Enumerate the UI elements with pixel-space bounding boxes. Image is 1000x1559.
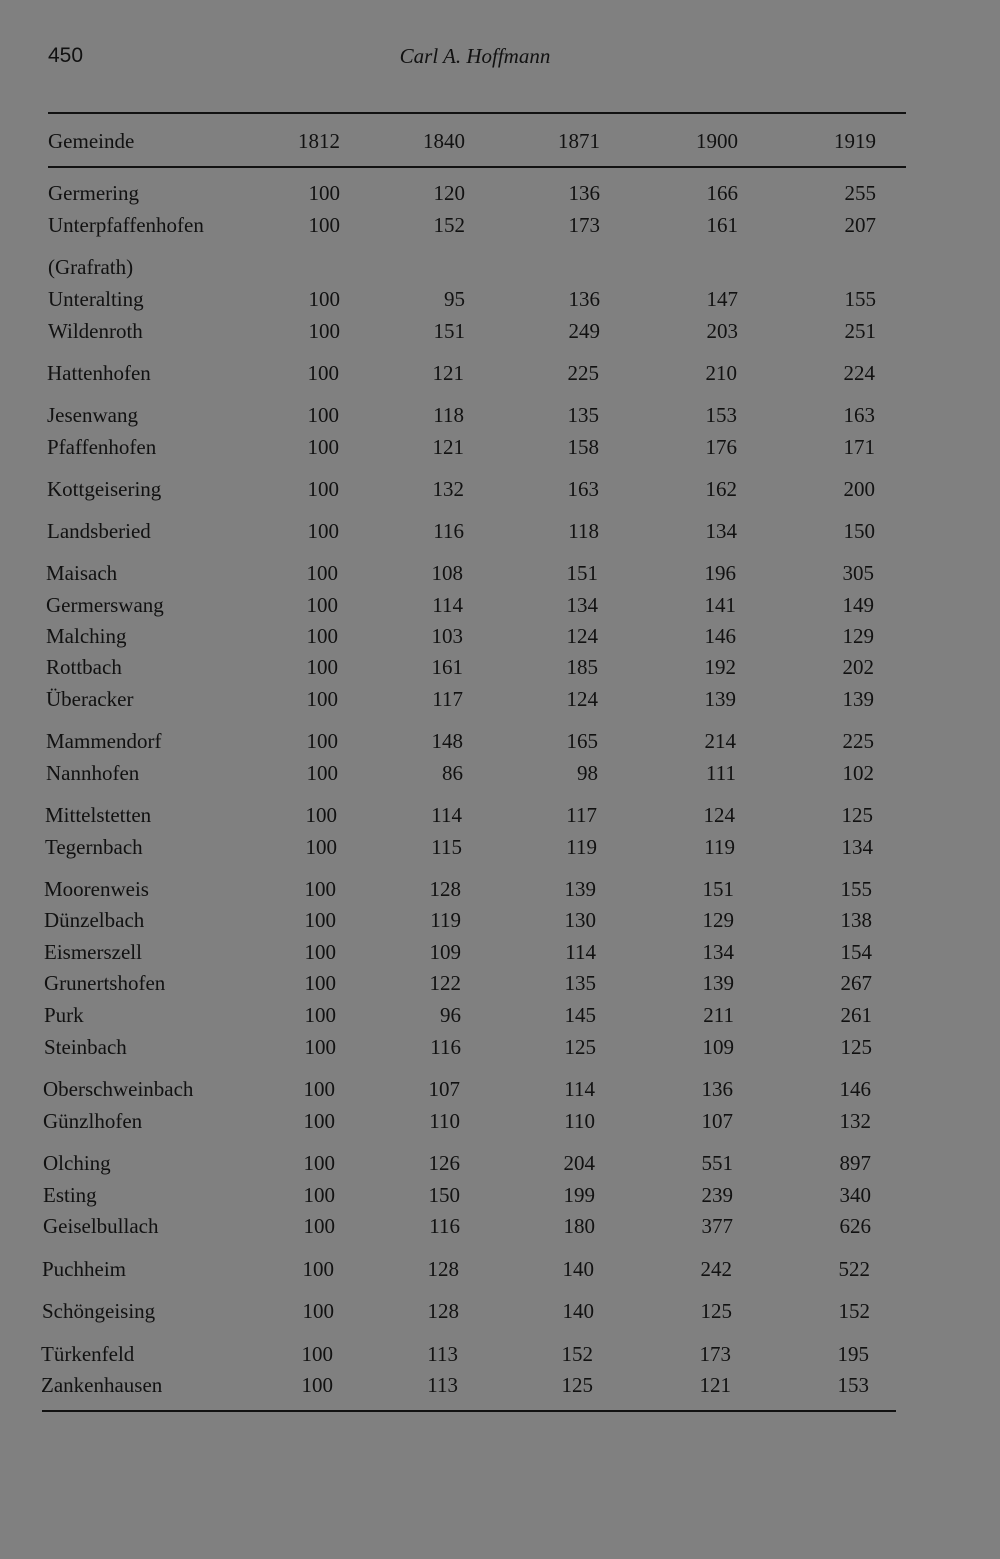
value-1871: 134	[566, 593, 598, 617]
gemeinde-name: Germering	[48, 181, 139, 205]
value-1919: 251	[844, 319, 876, 343]
value-1919: 255	[844, 181, 876, 205]
value-1919: 154	[840, 940, 872, 964]
gemeinde-name: Zankenhausen	[41, 1373, 163, 1397]
value-1919: 340	[839, 1183, 871, 1207]
value-1840: 115	[431, 835, 462, 859]
value-1840: 118	[433, 403, 464, 427]
value-1840: 150	[428, 1183, 460, 1207]
gemeinde-name: Günzlhofen	[43, 1109, 143, 1133]
value-1900: 107	[701, 1109, 733, 1133]
value-1900: 377	[701, 1214, 733, 1238]
value-1871: 114	[565, 940, 596, 964]
table-row	[0, 1296, 994, 1326]
value-1812: 100	[306, 655, 338, 679]
column-header-1840: 1840	[423, 129, 465, 153]
value-1871: 204	[563, 1151, 595, 1175]
value-1919: 163	[843, 403, 875, 427]
value-1812: 100	[306, 624, 338, 648]
value-1871: 158	[567, 435, 599, 459]
value-1812: 100	[303, 1151, 335, 1175]
value-1900: 134	[705, 519, 737, 543]
value-1812: 100	[307, 477, 339, 501]
value-1871: 140	[562, 1257, 594, 1281]
value-1812: 100	[302, 1257, 334, 1281]
gemeinde-name: Überacker	[46, 687, 134, 711]
table-row	[0, 1370, 993, 1400]
table-bottom-rule	[42, 1410, 896, 1412]
gemeinde-name: Moorenweis	[44, 877, 149, 901]
table-row	[0, 474, 999, 504]
column-header-1871: 1871	[558, 129, 600, 153]
value-1840: 103	[431, 624, 463, 648]
value-1900: 214	[704, 729, 736, 753]
table-row	[0, 832, 997, 862]
value-1812: 100	[304, 1035, 336, 1059]
value-1871: 185	[566, 655, 598, 679]
value-1840: 161	[431, 655, 463, 679]
table-row	[0, 1106, 995, 1136]
value-1812: 100	[307, 519, 339, 543]
value-1919: 195	[837, 1342, 869, 1366]
value-1812: 100	[306, 761, 338, 785]
value-1812: 100	[307, 403, 339, 427]
value-1840: 114	[431, 803, 462, 827]
value-1900: 161	[706, 213, 738, 237]
value-1840: 114	[432, 593, 463, 617]
table-row	[0, 684, 998, 714]
gemeinde-name: Puchheim	[42, 1257, 126, 1281]
value-1871: 117	[566, 803, 597, 827]
value-1871: 136	[568, 181, 600, 205]
value-1812: 100	[301, 1373, 333, 1397]
gemeinde-name: Rottbach	[46, 655, 122, 679]
value-1919: 225	[842, 729, 874, 753]
value-1900: 203	[706, 319, 738, 343]
value-1919: 138	[840, 908, 872, 932]
table-top-rule	[48, 112, 906, 114]
table-row	[0, 726, 998, 756]
value-1919: 150	[843, 519, 875, 543]
value-1812: 100	[308, 287, 340, 311]
value-1871: 136	[568, 287, 600, 311]
value-1840: 126	[428, 1151, 460, 1175]
value-1840: 96	[440, 1003, 461, 1027]
value-1871: 110	[564, 1109, 595, 1133]
value-1900: 119	[704, 835, 735, 859]
gemeinde-name: Eismerszell	[44, 940, 142, 964]
column-header-1900: 1900	[696, 129, 738, 153]
value-1840: 107	[428, 1077, 460, 1101]
table-header-rule	[48, 166, 906, 168]
value-1840: 128	[429, 877, 461, 901]
table-row	[0, 800, 997, 830]
value-1919: 155	[844, 287, 876, 311]
table-row	[0, 558, 998, 588]
value-1919: 171	[843, 435, 875, 459]
table-row	[0, 358, 999, 388]
value-1871: 140	[562, 1299, 594, 1323]
value-1812: 100	[306, 561, 338, 585]
gemeinde-name: Olching	[43, 1151, 111, 1175]
value-1871: 125	[561, 1373, 593, 1397]
value-1871: 130	[564, 908, 596, 932]
value-1900: 125	[700, 1299, 732, 1323]
value-1840: 152	[433, 213, 465, 237]
table-row	[0, 905, 996, 935]
value-1812: 100	[302, 1299, 334, 1323]
value-1919: 125	[841, 803, 873, 827]
value-1919: 200	[843, 477, 875, 501]
value-1840: 108	[431, 561, 463, 585]
value-1900: 196	[704, 561, 736, 585]
value-1900: 551	[701, 1151, 733, 1175]
gemeinde-name: Steinbach	[44, 1035, 127, 1059]
gemeinde-name: Purk	[44, 1003, 84, 1027]
value-1812: 100	[303, 1077, 335, 1101]
value-1871: 180	[563, 1214, 595, 1238]
value-1840: 128	[427, 1257, 459, 1281]
value-1840: 113	[427, 1373, 458, 1397]
value-1871: 119	[566, 835, 597, 859]
gemeinde-name: Wildenroth	[48, 319, 143, 343]
value-1840: 116	[429, 1214, 460, 1238]
value-1840: 86	[442, 761, 463, 785]
value-1919: 224	[843, 361, 875, 385]
table-row	[0, 400, 999, 430]
value-1919: 202	[842, 655, 874, 679]
value-1900: 141	[704, 593, 736, 617]
table-row	[0, 968, 996, 998]
value-1900: 151	[702, 877, 734, 901]
gemeinde-name: Malching	[46, 624, 127, 648]
value-1840: 122	[429, 971, 461, 995]
value-1900: 121	[699, 1373, 731, 1397]
table-header-row	[0, 126, 1000, 156]
gemeinde-name: Oberschweinbach	[43, 1077, 194, 1101]
table-row	[0, 284, 1000, 314]
value-1840: 116	[430, 1035, 461, 1059]
value-1812: 100	[304, 1003, 336, 1027]
value-1900: 134	[702, 940, 734, 964]
value-1900: 136	[701, 1077, 733, 1101]
value-1840: 151	[433, 319, 465, 343]
value-1871: 145	[564, 1003, 596, 1027]
table-row	[0, 937, 996, 967]
value-1919: 132	[839, 1109, 871, 1133]
value-1919: 153	[837, 1373, 869, 1397]
value-1900: 139	[702, 971, 734, 995]
gemeinde-name: Tegernbach	[45, 835, 143, 859]
value-1900: 124	[703, 803, 735, 827]
value-1919: 146	[839, 1077, 871, 1101]
gemeinde-name: Hattenhofen	[47, 361, 151, 385]
table-row	[0, 1032, 996, 1062]
table-row	[0, 1339, 993, 1369]
table-row	[0, 1254, 994, 1284]
table-row	[0, 1148, 995, 1178]
value-1812: 100	[303, 1214, 335, 1238]
gemeinde-name: Maisach	[46, 561, 118, 585]
value-1900: 166	[706, 181, 738, 205]
gemeinde-name: Pfaffenhofen	[47, 435, 157, 459]
table-row	[0, 516, 999, 546]
value-1919: 261	[840, 1003, 872, 1027]
table-row	[0, 432, 999, 462]
column-header-gemeinde: Gemeinde	[48, 129, 135, 153]
value-1812: 100	[307, 435, 339, 459]
table-row	[0, 1000, 996, 1030]
value-1900: 129	[702, 908, 734, 932]
value-1919: 139	[842, 687, 874, 711]
value-1871: 163	[567, 477, 599, 501]
value-1812: 100	[305, 835, 337, 859]
value-1919: 129	[842, 624, 874, 648]
value-1871: 98	[577, 761, 598, 785]
value-1871: 139	[564, 877, 596, 901]
table-row	[0, 590, 998, 620]
value-1919: 207	[844, 213, 876, 237]
value-1919: 305	[842, 561, 874, 585]
value-1871: 125	[564, 1035, 596, 1059]
value-1871: 151	[566, 561, 598, 585]
value-1871: 152	[561, 1342, 593, 1366]
gemeinde-name: Jesenwang	[47, 403, 138, 427]
value-1840: 148	[431, 729, 463, 753]
gemeinde-name: Mittelstetten	[45, 803, 152, 827]
table-row	[0, 316, 1000, 346]
value-1812: 100	[306, 593, 338, 617]
table-row	[0, 874, 996, 904]
table-row	[0, 252, 1000, 282]
value-1840: 121	[432, 435, 464, 459]
table-row	[0, 652, 998, 682]
value-1919: 152	[838, 1299, 870, 1323]
value-1900: 111	[706, 761, 736, 785]
gemeinde-name: Unteralting	[48, 287, 144, 311]
value-1840: 110	[429, 1109, 460, 1133]
value-1919: 897	[839, 1151, 871, 1175]
page-number: 450	[48, 44, 84, 67]
value-1871: 173	[568, 213, 600, 237]
value-1840: 119	[430, 908, 461, 932]
value-1840: 121	[432, 361, 464, 385]
gemeinde-name: Esting	[43, 1183, 97, 1207]
value-1871: 124	[566, 624, 598, 648]
value-1812: 100	[304, 940, 336, 964]
value-1840: 117	[432, 687, 463, 711]
value-1812: 100	[305, 803, 337, 827]
value-1812: 100	[308, 181, 340, 205]
value-1812: 100	[306, 687, 338, 711]
value-1900: 146	[704, 624, 736, 648]
value-1871: 135	[567, 403, 599, 427]
gemeinde-name: Grunertshofen	[44, 971, 166, 995]
value-1871: 114	[564, 1077, 595, 1101]
gemeinde-name: Nannhofen	[46, 761, 140, 785]
gemeinde-name: Schöngeising	[42, 1299, 156, 1323]
value-1871: 165	[566, 729, 598, 753]
value-1919: 102	[842, 761, 874, 785]
gemeinde-name: Dünzelbach	[44, 908, 145, 932]
value-1900: 210	[705, 361, 737, 385]
gemeinde-name: Kottgeisering	[47, 477, 162, 501]
value-1900: 192	[704, 655, 736, 679]
table-row	[0, 178, 1000, 208]
running-head: Carl A. Hoffmann	[399, 44, 551, 68]
gemeinde-name: Germerswang	[46, 593, 164, 617]
value-1812: 100	[304, 971, 336, 995]
value-1812: 100	[303, 1183, 335, 1207]
value-1840: 120	[433, 181, 465, 205]
value-1812: 100	[308, 319, 340, 343]
value-1871: 199	[563, 1183, 595, 1207]
gemeinde-name: Unterpfaffenhofen	[48, 213, 204, 237]
column-header-1919: 1919	[834, 129, 876, 153]
value-1812: 100	[308, 213, 340, 237]
gemeinde-name: (Grafrath)	[48, 255, 134, 279]
column-header-1812: 1812	[298, 129, 340, 153]
value-1919: 149	[842, 593, 874, 617]
table-row	[0, 1180, 995, 1210]
value-1812: 100	[304, 877, 336, 901]
value-1840: 132	[432, 477, 464, 501]
value-1919: 626	[839, 1214, 871, 1238]
value-1919: 267	[840, 971, 872, 995]
value-1840: 128	[427, 1299, 459, 1323]
value-1900: 242	[700, 1257, 732, 1281]
value-1900: 109	[702, 1035, 734, 1059]
value-1840: 95	[444, 287, 465, 311]
value-1919: 155	[840, 877, 872, 901]
value-1812: 100	[304, 908, 336, 932]
value-1900: 147	[706, 287, 738, 311]
value-1871: 225	[567, 361, 599, 385]
value-1919: 134	[841, 835, 873, 859]
table-row	[0, 758, 998, 788]
value-1871: 118	[568, 519, 599, 543]
value-1900: 211	[703, 1003, 734, 1027]
value-1812: 100	[301, 1342, 333, 1366]
value-1812: 100	[307, 361, 339, 385]
value-1840: 113	[427, 1342, 458, 1366]
value-1900: 173	[699, 1342, 731, 1366]
value-1871: 135	[564, 971, 596, 995]
table-row	[0, 1211, 995, 1241]
value-1900: 176	[705, 435, 737, 459]
value-1919: 522	[838, 1257, 870, 1281]
value-1900: 239	[701, 1183, 733, 1207]
value-1871: 124	[566, 687, 598, 711]
table-row	[0, 210, 1000, 240]
value-1900: 153	[705, 403, 737, 427]
value-1900: 139	[704, 687, 736, 711]
value-1900: 162	[705, 477, 737, 501]
value-1840: 109	[429, 940, 461, 964]
table-row	[0, 621, 998, 651]
gemeinde-name: Landsberied	[47, 519, 151, 543]
gemeinde-name: Türkenfeld	[41, 1342, 135, 1366]
gemeinde-name: Mammendorf	[46, 729, 162, 753]
value-1812: 100	[306, 729, 338, 753]
value-1840: 116	[433, 519, 464, 543]
value-1871: 249	[568, 319, 600, 343]
value-1812: 100	[303, 1109, 335, 1133]
table-row	[0, 1074, 995, 1104]
value-1919: 125	[840, 1035, 872, 1059]
gemeinde-name: Geiselbullach	[43, 1214, 159, 1238]
